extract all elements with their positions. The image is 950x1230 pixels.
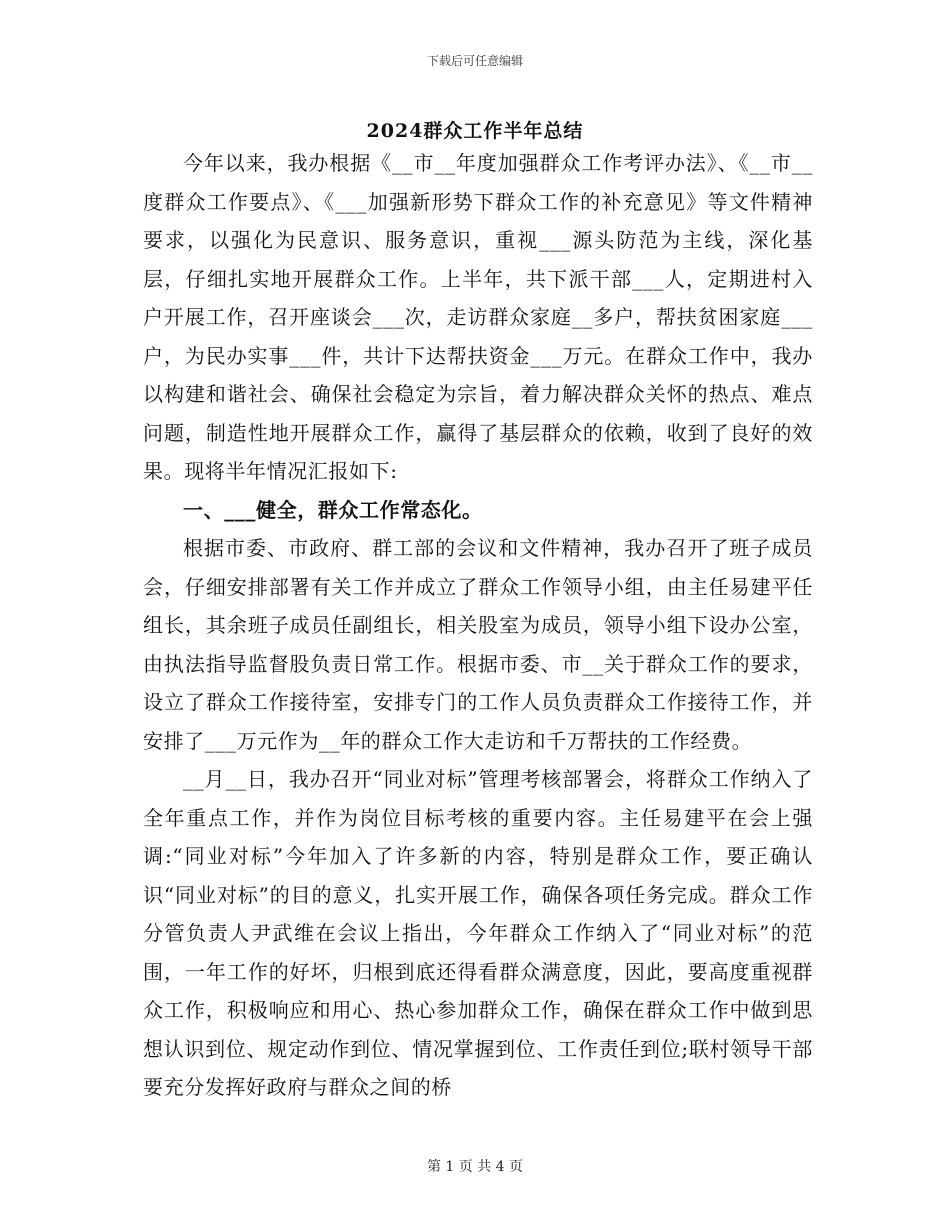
document-body [143,144,813,1107]
page-header-note: 下载后可任意编辑 [426,54,523,68]
intro-paragraph: 今年以来，我办根据《__市__年度加强群众工作考评办法》、《__市__度群众工作要点》、《___加强新形势下群众工作的补充意见》等文件精神要求，以强化为民意识、服务意识，重视___源头防范为主线，深化基层，仔细扎实地开展群众工作。上半年，共下派干部___人，定期进村入户开展工作，召开座谈会___次，走访群众家庭__多户，帮扶贫困家庭___户，为民办实事___件，共计下达帮扶资金___万元。在群众工作中，我办以构建和谐社会、确保社会稳定为宗旨，着力解决群众关怀的热点、难点问题，制造性地开展群众工作，赢得了基层群众的依赖，收到了良好的效果。现将半年情况汇报如下: [143,151,813,483]
section-heading-1: 一、___健全，群众工作常态化。 [183,497,483,522]
section1-paragraph: 根据市委、市政府、群工部的会议和文件精神，我办召开了班子成员会，仔细安排部署有关工作并成立了群众工作领导小组，由主任易建平任组长，其余班子成员任副组长，相关股室为成员，领导小组下设办公室，由执法指导监督股负责日常工作。根据市委、市__关于群众工作的要求，设立了群众工作接待室，安排专门的工作人员负责群众工作接待工作，并安排了___万元作为__年的群众工作大走访和千万帮扶的工作经费。 [143,536,813,753]
document-title: 2024群众工作半年总结 [366,120,584,142]
page-number: 第 1 页 共 4 页 [426,1159,524,1175]
section1-paragraph: __月__日，我办召开“同业对标”管理考核部署会，将群众工作纳入了全年重点工作，并作为岗位目标考核的重要内容。主任易建平在会上强调:“同业对标”今年加入了许多新的内容，特别是群众工作，要正确认识“同业对标”的目的意义，扎实开展工作，确保各项任务完成。群众工作分管负责人尹武维在会议上指出，今年群众工作纳入了“同业对标”的范围，一年工作的好坏，归根到底还得看群众满意度，因此，要高度重视群众工作，积极响应和用心、热心参加群众工作，确保在群众工作中做到思想认识到位、规定动作到位、情况掌握到位、工作责任到位;联村领导干部要充分发挥好政府与群众之间的桥 [143,767,813,1099]
